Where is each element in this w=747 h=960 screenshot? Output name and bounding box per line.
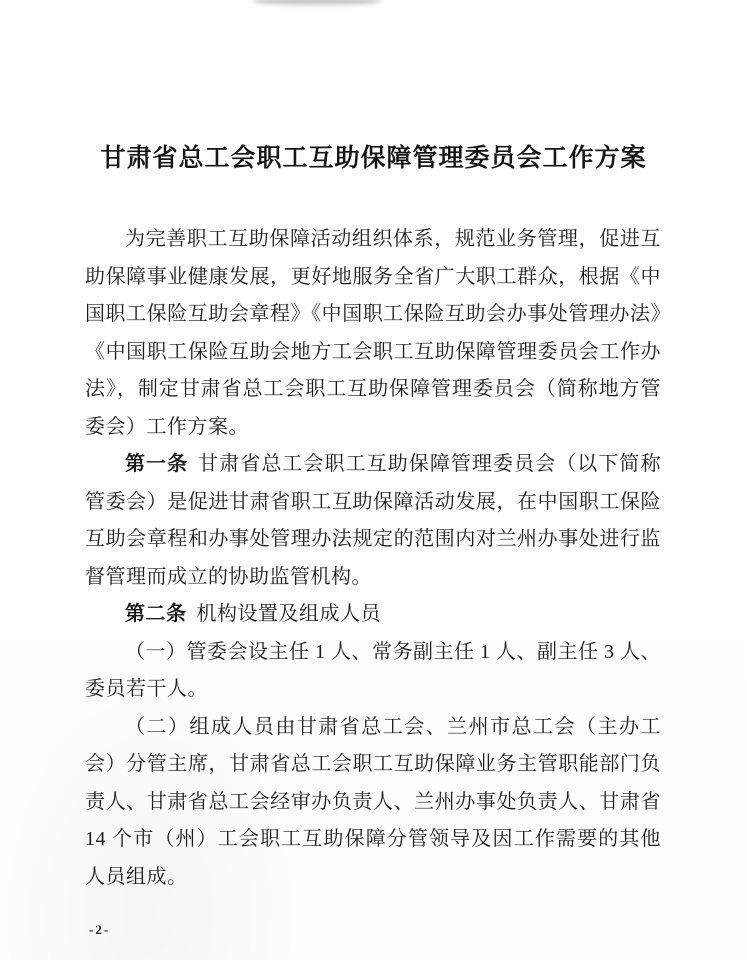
page-number: -2- <box>89 922 111 937</box>
paragraph-intro <box>85 221 661 446</box>
paragraph-item-1 <box>85 634 661 709</box>
article-1-text: 甘肃省总工会职工互助保障管理委员会（以下简称管委会）是促进甘肃省职工互助保障活动发展，在中国职工保险互助会章程和办事处管理办法规定的范围内对兰州办事处进行监督管理而成立的协助监管机构。 <box>85 453 661 588</box>
document-body <box>85 221 661 896</box>
item-2-text: （二）组成人员由甘肃省总工会、兰州市总工会（主办工会）分管主席，甘肃省总工会职工互助保障业务主管职能部门负责人、甘肃省总工会经审办负责人、兰州办事处负责人、甘肃省 14 个市（州）工会职工互助保障分管领导及因工作需要的其他人员组成。 <box>85 715 661 888</box>
paragraph-article-2 <box>85 596 661 634</box>
document-title: 甘肃省总工会职工互助保障管理委员会工作方案 <box>100 145 647 172</box>
item-1-text: （一）管委会设主任 1 人、常务副主任 1 人、副主任 3 人、委员若干人。 <box>85 640 661 700</box>
article-2-text: 机构设置及组成人员 <box>196 603 381 625</box>
article-2-label: 第二条 <box>125 603 187 625</box>
paragraph-article-1 <box>85 446 661 596</box>
scan-artifact-smudge <box>252 0 382 5</box>
paragraph-text: 为完善职工互助保障活动组织体系，规范业务管理，促进互助保障事业健康发展，更好地服务全省广大职工群众，根据《中国职工保险互助会章程》《中国职工保险互助会办事处管理办法》《中国职工保险互助会地方工会职工互助保障管理委员会工作办法》，制定甘肃省总工会职工互助保障管理委员会（简称地方管委会）工作方案。 <box>85 228 661 438</box>
article-1-label: 第一条 <box>125 453 189 475</box>
paragraph-item-2 <box>85 709 661 897</box>
